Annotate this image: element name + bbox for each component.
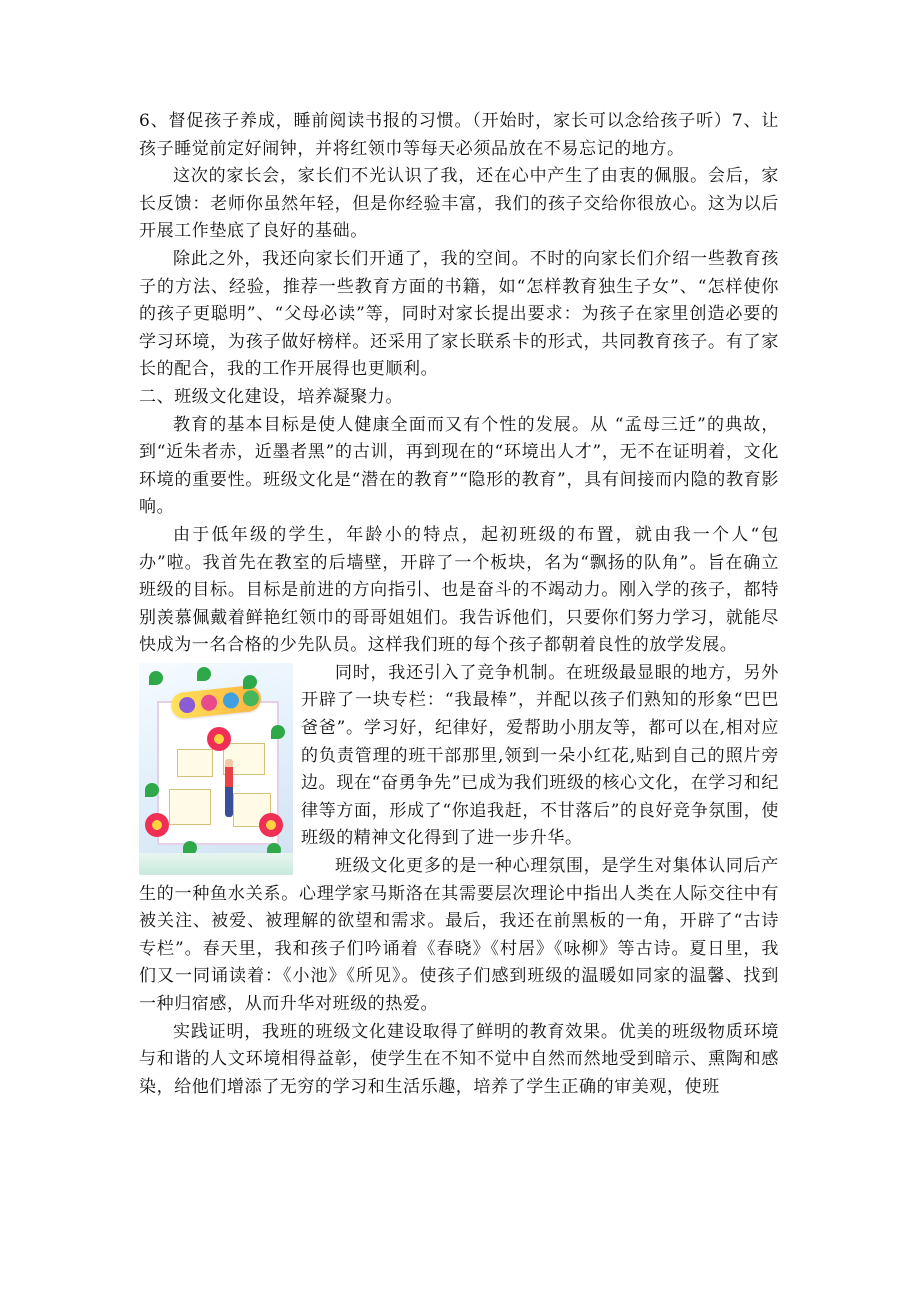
red-flower-icon (207, 727, 231, 751)
banner-dot (222, 692, 240, 710)
paragraph-results: 实践证明，我班的班级文化建设取得了鲜明的教育效果。优美的班级物质环境与和谐的人文环境相得益彰，使学生在不知不觉中自然而然地受到暗示、熏陶和感染，给他们增添了无穷的学习和生活乐趣，培养了学生正确的审美观，使班 (139, 1021, 779, 1097)
red-flower-icon (145, 813, 169, 837)
red-flower-icon (259, 813, 283, 837)
paragraph-psychology: 班级文化更多的是一种心理氛围，是学生对集体认同后产生的一种鱼水关系。心理学家马斯洛在其需要层次理论中指出人类在人际交往中有被关注、被爱、被理解的欲望和需求。最后，我还在前黑板的一角，开辟了“古诗专栏”。春天里，我和孩子们吟诵着《春晓》《村居》《咏柳》等古诗。夏日里，我们又一同诵读着：《小池》《所见》。使孩子们感到班级的温暖如同家的温馨、找到一种归宿感，从而升华对班级的热爱。 (139, 856, 779, 1014)
clover-icon (197, 667, 211, 681)
paragraph-online-space: 除此之外，我还向家长们开通了，我的空间。不时的向家长们介绍一些教育孩子的方法、经验，推荐一些教育方面的书籍，如“怎样教育独生子女”、“怎样使你的孩子更聪明”、“父母必读”等，同时对家长提出要求：为孩子在家里创造必要的学习环境，为孩子做好榜样。还采用了家长联系卡的形式，共同教育孩子。有了家长的配合，我的工作开展得也更顺利。 (139, 248, 779, 380)
classroom-board-photo (139, 663, 293, 875)
photo-card (169, 789, 211, 825)
paragraph-education-goal: 教育的基本目标是使人健康全面而又有个性的发展。从 “孟母三迁”的典故，到“近朱者赤，近墨者黑”的古训，再到现在的“环境出人才”，无不在证明着，文化环境的重要性。班级文化是“潜在的教育”“隐形的教育”，具有间接而内隐的教育影响。 (139, 414, 779, 518)
paragraph-parent-meeting: 这次的家长会，家长们不光认识了我，还在心中产生了由衷的佩服。会后，家长反馈：老师你虽然年轻，但是你经验丰富，我们的孩子交给你很放心。这为以后开展工作垫底了良好的基础。 (139, 166, 779, 242)
clover-icon (145, 783, 159, 797)
clover-icon (243, 675, 257, 689)
photo-card (177, 749, 213, 777)
paragraph-competition: 同时，我还引入了竞争机制。在班级最显眼的地方，另外开辟了一块专栏：“我最棒”，并配以孩子们熟知的形象“巴巴爸爸”。学习好，纪律好，爱帮助小朋友等，都可以在,相对应的负责管理的班干部那里,领到一朵小红花,贴到自己的照片旁边。现在“奋勇争先”已成为我们班级的核心文化，在学习和纪律等方面，形成了“你追我赶，不甘落后”的良好竞争氛围，使班级的精神文化得到了进一步升华。 (301, 662, 779, 849)
paragraph-parent-tips: 6、督促孩子养成，睡前阅读书报的习惯。（开始时，家长可以念给孩子听）7、让孩子睡觉前定好闹钟，并将红领巾等每天必须品放在不易忘记的地方。 (139, 111, 779, 159)
clover-icon (149, 671, 163, 685)
child-figure (225, 759, 233, 817)
document-body (139, 108, 779, 1101)
paragraph-team-corner: 由于低年级的学生，年龄小的特点，起初班级的布置，就由我一个人“包办”啦。我首先在教室的后墙壁，开辟了一个板块，名为“飘扬的队角”。旨在确立班级的目标。目标是前进的方向指引、也是奋斗的不竭动力。刚入学的孩子，都特别羡慕佩戴着鲜艳红领巾的哥哥姐姐们。我告诉他们，只要你们努力学习，就能尽快成为一名合格的少先队员。这样我们班的每个孩子都朝着良性的放学发展。 (139, 524, 779, 656)
clover-icon (271, 725, 285, 739)
grass-strip (139, 853, 293, 875)
banner-dot (178, 696, 196, 714)
banner-dot (200, 694, 218, 712)
banner-dot (242, 689, 260, 707)
section-heading-class-culture: 二、班级文化建设，培养凝聚力。 (139, 386, 403, 407)
